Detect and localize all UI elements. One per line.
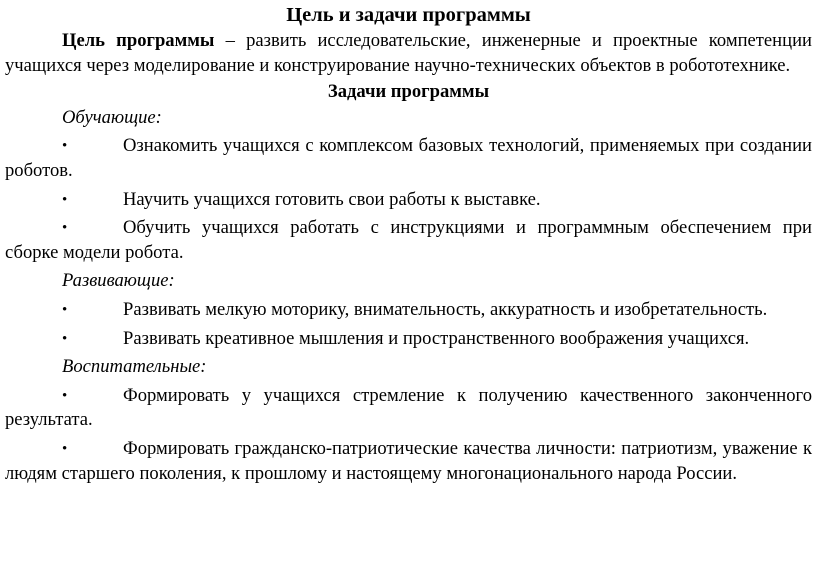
list-item-text: Ознакомить учащихся с комплексом базовых технологий, применяемых при создании роботов. (5, 135, 812, 181)
section-heading-teaching: Обучающие: (62, 106, 162, 128)
bullet-icon: • (62, 387, 68, 404)
list-item (5, 327, 812, 352)
list-item (5, 216, 812, 265)
list-item-text: Научить учащихся готовить свои работы к выставке. (123, 188, 541, 210)
list-item-text: Развивать креативное мышления и пространственного воображения учащихся. (123, 327, 750, 349)
bullet-icon: • (62, 330, 68, 347)
list-item (5, 188, 812, 213)
list-item-text: Формировать у учащихся стремление к получению качественного законченного результата. (5, 384, 812, 431)
list-item-text: Обучить учащихся работать с инструкциями и программным обеспечением при сборке модели робота. (5, 217, 812, 263)
tasks-title: Задачи программы (327, 81, 490, 103)
page-title: Цель и задачи программы (286, 4, 531, 26)
bullet-icon: • (62, 301, 68, 318)
bullet-icon: • (62, 138, 68, 155)
goal-label: Цель программы (62, 30, 215, 51)
bullet-icon: • (62, 191, 68, 208)
section-heading-developing: Развивающие: (62, 270, 175, 292)
section-heading-educational: Воспитательные: (62, 356, 207, 378)
list-item-text: Формировать гражданско-патриотические качества личности: патриотизм, уважение к людям старшего поколения, к прошлому и настоящему многонационального народа России. (5, 437, 812, 484)
goal-paragraph (5, 29, 812, 78)
list-item (5, 437, 812, 486)
list-item (5, 384, 812, 433)
list-item (5, 298, 812, 323)
bullet-icon: • (62, 440, 68, 457)
goal-text: – развить исследовательские, инженерные и проектные компетенции учащихся через моделирование и конструирование научно-технических объектов в робототехнике. (5, 30, 812, 76)
bullet-icon: • (62, 220, 68, 237)
list-item-text: Развивать мелкую моторику, внимательность, аккуратность и изобретательность. (123, 298, 768, 320)
list-item (5, 134, 812, 183)
